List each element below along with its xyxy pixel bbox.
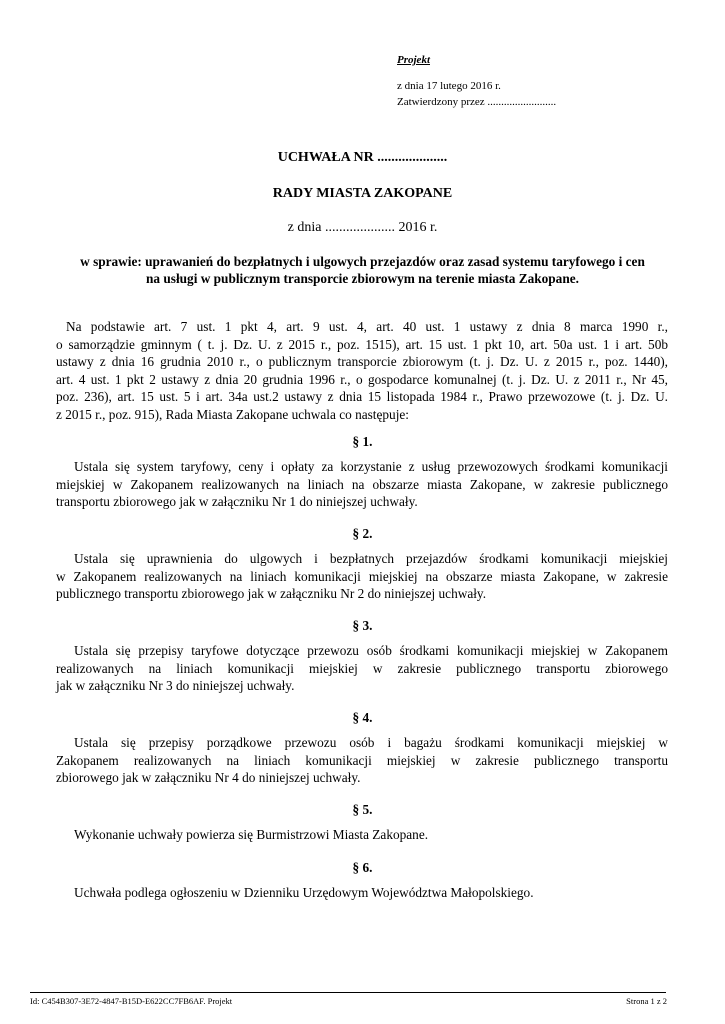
preamble-line: poz. 236), art. 15 ust. 5 i art. 34a ust.2 ustawy z dnia 15 listopada 1984 r., Prawo przewozowe (t. j. Dz. U.	[56, 389, 668, 404]
subject-line: na usługi w publicznym transporcie zbiorowym na terenie miasta Zakopane.	[146, 271, 579, 286]
document-id: Id: C454B307-3E72-4847-B15D-E622CC7FB6AF. Projekt	[30, 996, 233, 1006]
resolution-date: z dnia .................... 2016 r.	[287, 220, 438, 235]
preamble-line: art. 4 ust. 1 pkt 2 ustawy z dnia 20 grudnia 1996 r., o gospodarce komunalnej (t. j. Dz. U. z 2011 r., Nr 45,	[56, 371, 668, 387]
projekt-label: Projekt	[397, 54, 430, 66]
section-heading: § 2.	[352, 526, 373, 541]
section-line: w Zakopanem realizowanych na liniach komunikacji miejskiej na obszarze miasta Zakopane, w zakresie	[56, 568, 668, 584]
resolution-number: UCHWAŁA NR ....................	[277, 150, 448, 165]
preamble-line: z 2015 r., poz. 915), Rada Miasta Zakopane uchwala co następuje:	[56, 406, 409, 422]
section-line: realizowanych na liniach komunikacji miejskiej w zakresie publicznego transportu zbiorowego	[56, 660, 668, 676]
preamble-line: Na podstawie art. 7 ust. 1 pkt 4, art. 9 ust. 4, art. 40 ust. 1 ustawy z dnia 8 marca 1990 r.,	[66, 319, 668, 334]
draft-date: z dnia 17 lutego 2016 r.	[397, 80, 501, 92]
section-line: Ustala się system taryfowy, ceny i opłaty za korzystanie z usług przewozowych środkami komunikacji	[74, 459, 668, 474]
resolution-subject	[0, 253, 725, 287]
section-body	[56, 734, 668, 787]
section-line: Zakopanem realizowanych na liniach komunikacji miejskiej w zakresie publicznego transportu	[56, 752, 668, 768]
section-line: miejskiej w Zakopanem realizowanych na liniach na obszarze miasta Zakopane, w zakresie publicznego	[56, 476, 668, 492]
section-line: Ustala się uprawnienia do ulgowych i bezpłatnych przejazdów środkami komunikacji miejskiej	[74, 551, 668, 566]
section-line: Uchwała podlega ogłoszeniu w Dzienniku Urzędowym Województwa Małopolskiego.	[74, 885, 534, 900]
section-heading: § 6.	[352, 860, 373, 875]
preamble-line: ustawy z dnia 16 grudnia 2010 r., o publicznym transporcie zbiorowym (t. j. Dz. U. z 2015 r., poz. 1440),	[56, 354, 668, 369]
subject-line: w sprawie: uprawanień do bezpłatnych i ulgowych przejazdów oraz zasad systemu taryfowego i cen	[80, 254, 645, 269]
section-heading: § 5.	[352, 802, 373, 817]
section-heading: § 3.	[352, 618, 373, 633]
council-name: RADY MIASTA ZAKOPANE	[272, 186, 453, 201]
section-body	[56, 884, 668, 902]
section-line: Ustala się przepisy porządkowe przewozu osób i bagażu środkami komunikacji miejskiej w	[74, 735, 668, 750]
section-body	[56, 826, 668, 844]
section-heading: § 1.	[352, 434, 373, 449]
section-line: Wykonanie uchwały powierza się Burmistrzowi Miasta Zakopane.	[74, 827, 429, 842]
page-number: Strona 1 z 2	[626, 996, 667, 1006]
section-body	[56, 642, 668, 695]
approved-by: Zatwierdzony przez .........................	[397, 96, 557, 108]
section-line: jak w załączniku Nr 3 do niniejszej uchwały.	[56, 678, 295, 693]
section-line: zbiorowego jak w załączniku Nr 4 do niniejszej uchwały.	[56, 770, 361, 785]
section-body	[56, 550, 668, 603]
footer-divider	[30, 992, 666, 993]
preamble	[56, 318, 668, 423]
section-line: Ustala się przepisy taryfowe dotyczące przewozu osób środkami komunikacji miejskiej w Zakopanem	[74, 643, 668, 658]
section-line: publicznego transportu zbiorowego jak w załączniku Nr 2 do niniejszej uchwały.	[56, 586, 487, 601]
section-body	[56, 458, 668, 511]
preamble-line: o samorządzie gminnym ( t. j. Dz. U. z 2015 r., poz. 1515), art. 15 ust. 1 pkt 10, art. 50a ust. 1 i art. 50b	[56, 336, 668, 352]
section-heading: § 4.	[352, 710, 373, 725]
section-line: transportu zbiorowego jak w załączniku Nr 1 do niniejszej uchwały.	[56, 494, 418, 509]
